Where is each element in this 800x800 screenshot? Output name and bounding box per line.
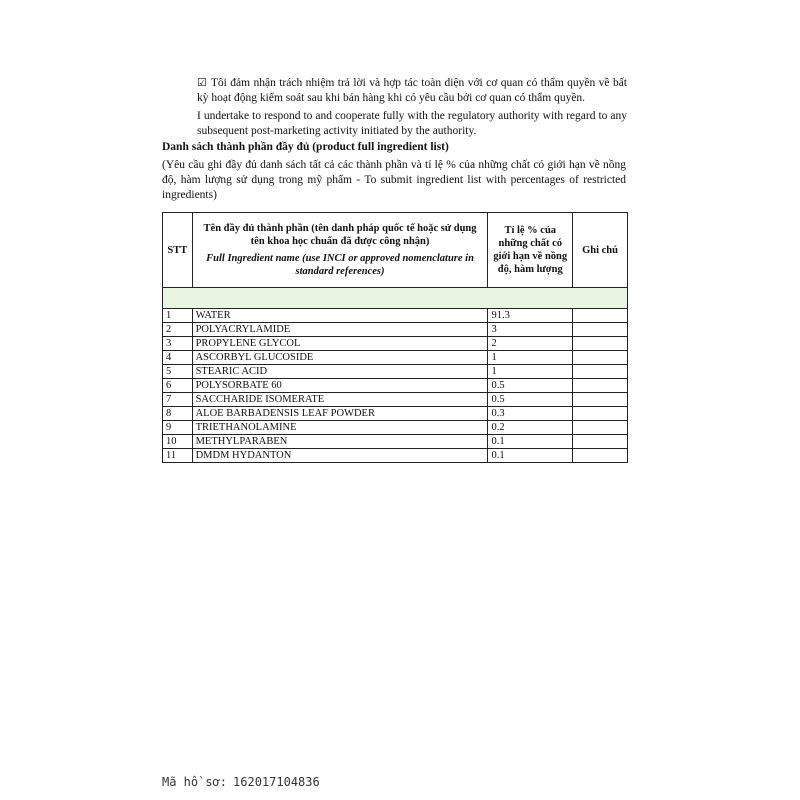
cell-pct: 1 <box>488 365 573 379</box>
header-pct: Tỉ lệ % của những chất có giới hạn về nồng độ, hàm lượng <box>488 213 573 288</box>
cell-stt: 8 <box>163 407 193 421</box>
cell-stt: 4 <box>163 351 193 365</box>
checked-checkbox-icon: ☑ <box>197 76 207 89</box>
cell-note <box>573 379 628 393</box>
cell-pct: 1 <box>488 351 573 365</box>
cell-stt: 5 <box>163 365 193 379</box>
cell-note <box>573 309 628 323</box>
table-row <box>163 379 628 393</box>
table-row <box>163 337 628 351</box>
cell-name: WATER <box>192 309 488 323</box>
commitment-en: I undertake to respond to and cooperate fully with the regulatory authority with regard to any subsequent post-marketing activity initiated by the authority. <box>197 110 627 137</box>
cell-stt: 11 <box>163 449 193 463</box>
cell-pct: 0.5 <box>488 393 573 407</box>
section-note: (Yêu cầu ghi đầy đủ danh sách tất cả các thành phần và tỉ lệ % của những chất có giới hạn về nồng độ, hàm lượng sử dụng trong mỹ phẩm - To submit ingredient list with percentages of restricted ingredients) <box>162 159 626 201</box>
cell-note <box>573 323 628 337</box>
cell-name: METHYLPARABEN <box>192 435 488 449</box>
cell-name: POLYSORBATE 60 <box>192 379 488 393</box>
cell-stt: 10 <box>163 435 193 449</box>
table-row <box>163 407 628 421</box>
cell-name: TRIETHANOLAMINE <box>192 421 488 435</box>
cell-pct: 91.3 <box>488 309 573 323</box>
cell-pct: 0.1 <box>488 435 573 449</box>
cell-note <box>573 435 628 449</box>
table-row <box>163 421 628 435</box>
header-name-vn: Tên đầy đủ thành phần (tên danh pháp quốc tế hoặc sử dụng tên khoa học chuẩn đã được công nhận) <box>203 223 477 247</box>
ingredient-table <box>162 212 628 463</box>
table-row <box>163 435 628 449</box>
cell-pct: 2 <box>488 337 573 351</box>
header-note: Ghi chú <box>573 213 628 288</box>
cell-note <box>573 393 628 407</box>
highlight-row <box>163 288 628 309</box>
record-id-value: 162017104836 <box>233 775 320 789</box>
table-row <box>163 449 628 463</box>
cell-name: DMDM HYDANTON <box>192 449 488 463</box>
cell-note <box>573 351 628 365</box>
header-stt: STT <box>163 213 193 288</box>
table-row <box>163 323 628 337</box>
cell-pct: 3 <box>488 323 573 337</box>
table-row <box>163 309 628 323</box>
cell-pct: 0.5 <box>488 379 573 393</box>
cell-pct: 0.2 <box>488 421 573 435</box>
cell-note <box>573 449 628 463</box>
cell-note <box>573 421 628 435</box>
cell-note <box>573 337 628 351</box>
cell-pct: 0.3 <box>488 407 573 421</box>
table-row <box>163 393 628 407</box>
cell-name: ALOE BARBADENSIS LEAF POWDER <box>192 407 488 421</box>
cell-stt: 6 <box>163 379 193 393</box>
highlight-cell <box>163 288 628 309</box>
cell-stt: 3 <box>163 337 193 351</box>
cell-name: ASCORBYL GLUCOSIDE <box>192 351 488 365</box>
cell-note <box>573 407 628 421</box>
cell-pct: 0.1 <box>488 449 573 463</box>
header-name <box>192 213 488 288</box>
cell-name: SACCHARIDE ISOMERATE <box>192 393 488 407</box>
cell-stt: 7 <box>163 393 193 407</box>
cell-name: PROPYLENE GLYCOL <box>192 337 488 351</box>
record-id <box>162 775 320 789</box>
cell-name: POLYACRYLAMIDE <box>192 323 488 337</box>
cell-stt: 2 <box>163 323 193 337</box>
section-heading: Danh sách thành phần đầy đủ (product full ingredient list) <box>162 141 449 153</box>
cell-name: STEARIC ACID <box>192 365 488 379</box>
header-name-en: Full Ingredient name (use INCI or approved nomenclature in standard references) <box>206 253 474 277</box>
cell-stt: 1 <box>163 309 193 323</box>
cell-note <box>573 365 628 379</box>
table-row <box>163 365 628 379</box>
table-header-row <box>163 213 628 288</box>
commitment-vn <box>197 75 627 106</box>
record-id-label: Mã hồ sơ: <box>162 775 228 789</box>
commitment-vn-text: Tôi đảm nhận trách nhiệm trả lời và hợp tác toàn diện với cơ quan có thẩm quyền về bất kỳ hoạt động kiểm soát sau khi bán hàng khi có yêu cầu bởi cơ quan có thẩm quyền. <box>197 77 627 104</box>
cell-stt: 9 <box>163 421 193 435</box>
table-row <box>163 351 628 365</box>
